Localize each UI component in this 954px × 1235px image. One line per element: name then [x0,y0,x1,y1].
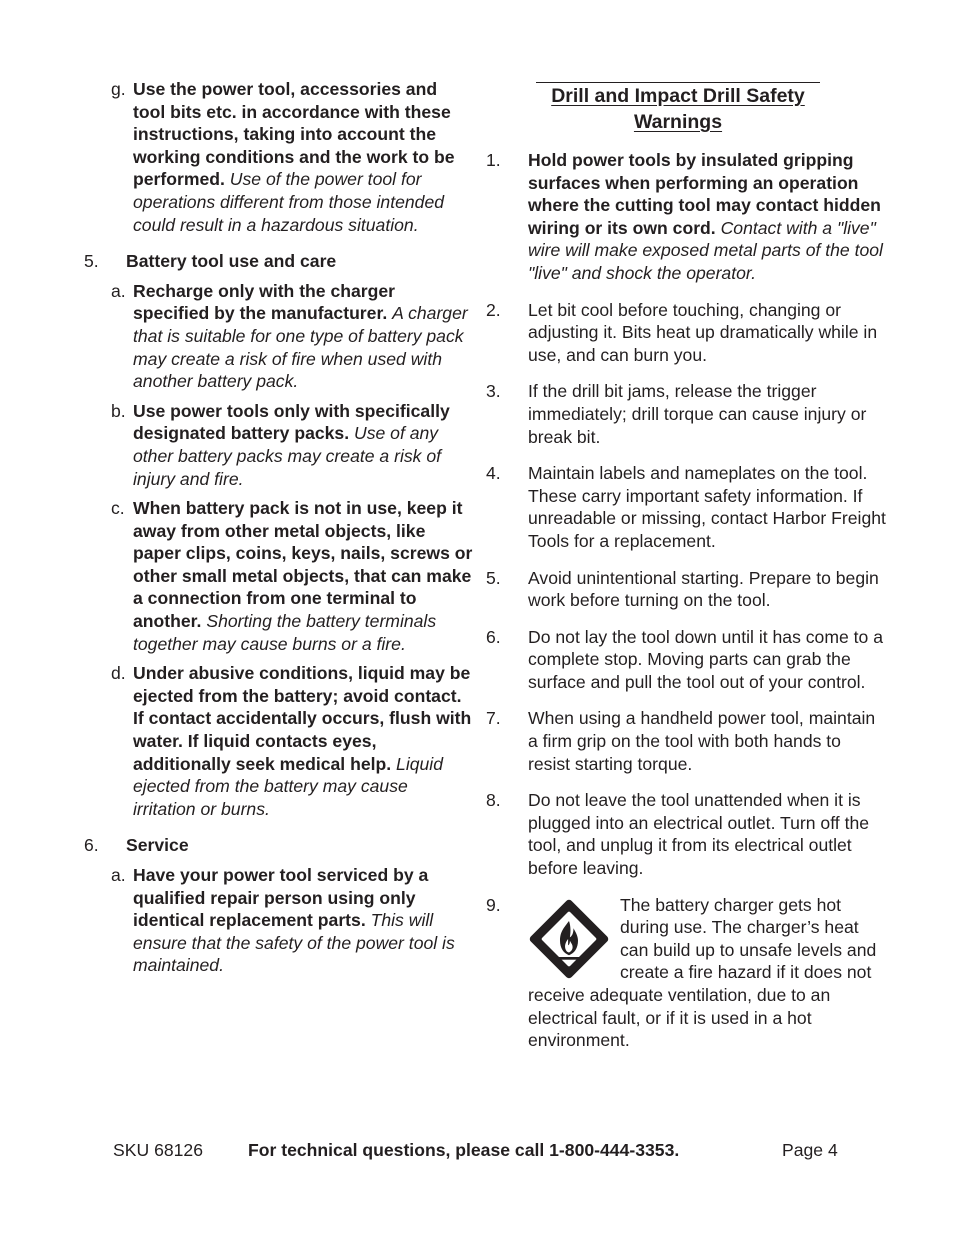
fire-hazard-icon [524,894,614,984]
warning-bold: Hold power tools by insulated gripping surfaces when performing an operation where the cutting tool may contact hidden wiring or its own cord. [528,150,881,238]
warning-text: If the drill bit jams, release the trigger immediately; drill torque can cause injury or break bit. [528,381,867,447]
warning-item-7 [486,707,886,775]
instruction-italic: Use of the power tool for operations different from those intended could result in a hazardous situation. [133,169,445,235]
item-number: 1. [486,150,501,170]
left-column [84,78,474,977]
footer-contact: For technical questions, please call 1-800-444-3353. [248,1140,680,1160]
instruction-g [84,78,474,236]
item-letter: a. [111,865,126,885]
warning-item-1 [486,149,886,285]
item-number: 5. [486,567,501,588]
instruction-5d [84,662,474,820]
section-title: Battery tool use and care [126,251,337,272]
instruction-6a [84,864,474,977]
item-letter: b. [111,400,126,421]
instruction-5a [84,280,474,393]
warning-text: When using a handheld power tool, maintain a firm grip on the tool with both hands to resist starting torque. [528,708,876,774]
section-number: 6. [84,835,99,856]
instruction-bold: Have your power tool serviced by a qualified repair person using only identical replacement parts. [133,865,429,931]
warning-item-6 [486,626,886,694]
warning-text: The battery charger gets hot during use. The charger’s heat can build up to unsafe levels and create a fire hazard if it does not receive adequate ventilation, due to an electrical fault, or if it is used in a hot environment. [528,894,877,1051]
item-letter: g. [111,79,126,99]
instruction-italic: Liquid ejected from the battery may cause irritation or burns. [133,753,443,819]
footer-page-number: Page 4 [782,1140,838,1160]
warning-item-9 [486,894,886,1052]
warning-item-3 [486,380,886,448]
item-number: 8. [486,790,501,811]
heading-line-2: Warnings [633,111,723,133]
warning-item-4 [486,462,886,552]
instruction-5c [84,497,474,655]
warning-text: Do not leave the tool unattended when it is plugged into an electrical outlet. Turn off the tool, and unplug it from its electrical outlet before leaving. [528,790,870,879]
item-number: 7. [486,708,501,729]
section-5-title [84,250,474,273]
section-6-title [84,834,474,857]
warning-text: Do not lay the tool down until it has come to a complete stop. Moving parts can grab the surface and pull the tool out of your control. [528,626,884,692]
item-letter: a. [111,280,126,301]
item-number: 2. [486,299,501,320]
heading-line-1: Drill and Impact Drill Safety [551,85,805,107]
instruction-bold: Use power tools only with specifically designated battery packs. [133,400,450,444]
instruction-bold: Recharge only with the charger specified by the manufacturer. [133,280,396,324]
item-letter: d. [111,663,126,684]
footer-sku: SKU 68126 [113,1140,203,1160]
instruction-bold: Under abusive conditions, liquid may be ejected from the battery; avoid contact. If contact accidentally occurs, flush with water. If liquid contacts eyes, additionally seek medical help. [133,663,472,774]
section-title: Service [126,835,189,856]
right-column [486,78,886,1052]
warning-item-8 [486,789,886,879]
warning-text: Avoid unintentional starting. Prepare to begin work before turning on the tool. [528,567,879,611]
instruction-bold: Use the power tool, accessories and tool bits etc. in accordance with these instructions, taking into account the working conditions and the work to be performed. [133,79,455,190]
item-letter: c. [111,498,125,519]
instruction-italic: Shorting the battery terminals together may cause burns or a fire. [133,611,437,654]
warning-item-5 [486,567,886,612]
section-heading [498,82,858,135]
warning-italic: Contact with a "live" wire will make exposed metal parts of the tool "live" and shock the operator. [528,217,883,283]
warning-text: Let bit cool before touching, changing or adjusting it. Bits heat up dramatically while in use, and can burn you. [528,299,878,365]
instruction-italic: A charger that is suitable for one type of battery pack may create a risk of fire when used with another battery pack. [133,303,468,392]
item-number: 3. [486,381,501,402]
instruction-italic: Use of any other battery packs may create a risk of injury and fire. [133,423,442,489]
instruction-bold: When battery pack is not in use, keep it away from other metal objects, like paper clips, coins, keys, nails, screws or other small metal objects, that can make a connection from one terminal to another. [133,498,473,632]
warning-text: Maintain labels and nameplates on the tool. These carry important safety information. If unreadable or missing, contact Harbor Freight Tools for a replacement. [528,463,886,551]
instruction-italic: This will ensure that the safety of the power tool is maintained. [133,910,455,976]
warning-item-2 [486,299,886,367]
item-number: 9. [486,894,501,915]
item-number: 4. [486,463,501,484]
instruction-5b [84,400,474,490]
item-number: 6. [486,626,501,647]
section-number: 5. [84,251,99,272]
